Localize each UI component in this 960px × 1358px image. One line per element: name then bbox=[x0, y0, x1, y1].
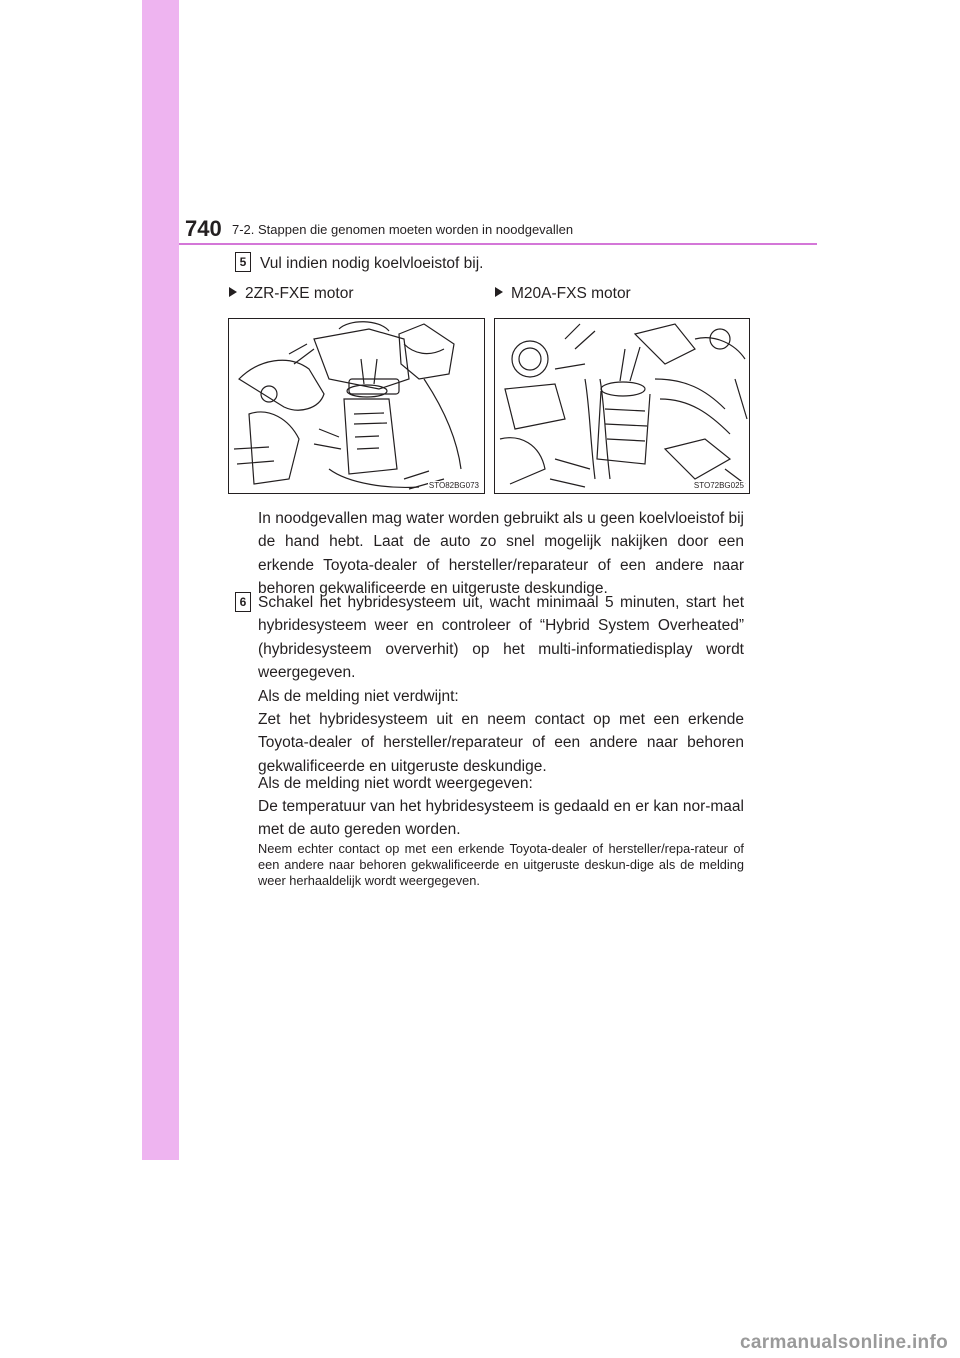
small-note-text: Neem echter contact op met een erkende Toyota-dealer of hersteller/repa-rateur of een andere naar behoren gekwalificeerde en uitgeruste deskun-dige als de melding weer herhaaldelijk wordt weergegeven. bbox=[258, 841, 744, 888]
header-divider bbox=[179, 243, 817, 245]
figure-m20a-fxs-coolant bbox=[494, 318, 750, 494]
triangle-bullet-icon bbox=[495, 287, 503, 297]
watermark: carmanualsonline.info bbox=[740, 1332, 948, 1353]
case-1-title: Als de melding niet verdwijnt: bbox=[258, 688, 459, 705]
case-2-text: De temperatuur van het hybridesysteem is gedaald en er kan nor-maal met de auto gereden worden. bbox=[258, 798, 744, 839]
figure-right-label: M20A-FXS motor bbox=[495, 285, 631, 303]
step-5-text: Vul indien nodig koelvloeistof bij. bbox=[260, 255, 484, 272]
chapter-sidebar-tab bbox=[142, 0, 179, 1160]
figure-right-code: STO72BG025 bbox=[693, 481, 744, 490]
step-5-badge: 5 bbox=[235, 252, 251, 272]
engine-illustration-right bbox=[495, 319, 750, 494]
case-2-title: Als de melding niet wordt weergegeven: bbox=[258, 775, 533, 792]
section-title: 7-2. Stappen die genomen moeten worden in noodgevallen bbox=[232, 222, 574, 237]
engine-illustration-left bbox=[229, 319, 485, 494]
figure-left-code: STO82BG073 bbox=[428, 481, 479, 490]
figure-2zr-fxe-coolant bbox=[228, 318, 485, 494]
triangle-bullet-icon bbox=[229, 287, 237, 297]
page-number: 740 bbox=[185, 216, 222, 241]
water-note-text: In noodgevallen mag water worden gebruikt als u geen koelvloeistof bij de hand hebt. Laat de auto zo snel mogelijk nakijken door een erkende Toyota-dealer of hersteller/reparateur of een andere naar behoren gekwalificeerde en uitgeruste deskundige. bbox=[258, 510, 744, 598]
step-6-badge: 6 bbox=[235, 592, 251, 612]
case-1-text: Zet het hybridesysteem uit en neem contact op met een erkende Toyota-dealer of hersteller/reparateur of een andere naar behoren gekwalificeerde en uitgeruste deskundige. bbox=[258, 711, 744, 775]
step-6-text: Schakel het hybridesysteem uit, wacht minimaal 5 minuten, start het hybridesysteem weer en controleer of “Hybrid System Overheated” (hybridesysteem oververhit) op het multi-informatiedisplay wordt weergegeven. bbox=[258, 594, 744, 682]
figure-left-label: 2ZR-FXE motor bbox=[229, 285, 354, 303]
